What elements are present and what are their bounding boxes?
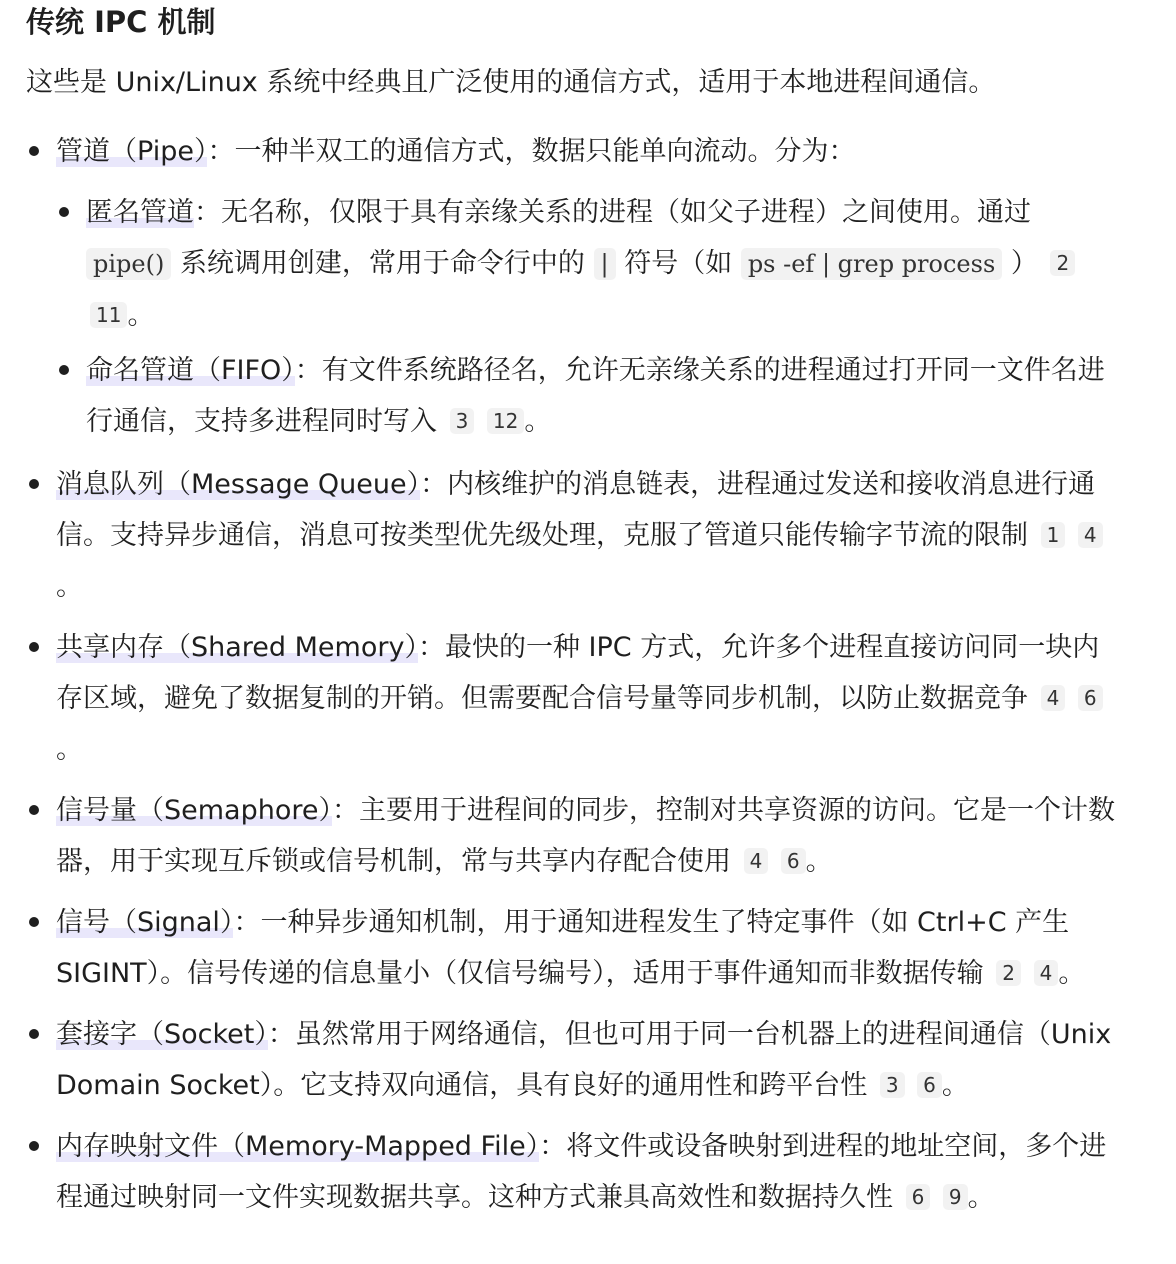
desc-pipe: ：一种半双工的通信方式，数据只能单向流动。分为： xyxy=(207,136,856,167)
citation-link[interactable]: 3 xyxy=(450,408,475,434)
sentence-end: 。 xyxy=(56,734,83,765)
list-item-shared-memory xyxy=(26,622,1116,775)
desc-signal: ：一种异步通知机制，用于通知进程发生了特定事件（如 Ctrl+C 产生 SIGINT）。信号传递的信息量小（仅信号编号），适用于事件通知而非数据传输 xyxy=(56,907,1070,989)
sentence-end: 。 xyxy=(127,300,155,331)
citation-link[interactable]: 11 xyxy=(90,302,127,328)
list-item-pipe xyxy=(26,126,1116,447)
code-pipe-example: ps -ef | grep process xyxy=(741,248,1002,280)
citation-link[interactable]: 2 xyxy=(1050,250,1075,276)
term-shared-memory: 共享内存（Shared Memory） xyxy=(56,632,418,663)
sentence-end: 。 xyxy=(524,406,552,437)
citation-link[interactable]: 12 xyxy=(487,408,524,434)
desc-semaphore: ：主要用于进程间的同步，控制对共享资源的访问。它是一个计数器，用于实现互斥锁或信号机制，常与共享内存配合使用 xyxy=(56,795,1115,877)
desc-memory-mapped-file: ：将文件或设备映射到进程的地址空间，多个进程通过映射同一文件实现数据共享。这种方式兼具高效性和数据持久性 xyxy=(56,1131,1107,1213)
desc-anonymous-pipe-1: ：无名称，仅限于具有亲缘关系的进程（如父子进程）之间使用。通过 xyxy=(194,197,1031,228)
term-message-queue: 消息队列（Message Queue） xyxy=(56,469,421,500)
sentence-end: 。 xyxy=(805,846,833,877)
citation-link[interactable]: 4 xyxy=(744,848,769,874)
term-socket: 套接字（Socket） xyxy=(56,1019,268,1050)
section-heading: 传统 IPC 机制 xyxy=(26,5,216,39)
term-pipe: 管道（Pipe） xyxy=(56,136,208,167)
list-item-semaphore xyxy=(26,785,1116,887)
citation-link[interactable]: 6 xyxy=(906,1184,931,1210)
citation-link[interactable]: 3 xyxy=(880,1072,905,1098)
citation-link[interactable]: 4 xyxy=(1034,960,1059,986)
term-semaphore: 信号量（Semaphore） xyxy=(56,795,332,826)
list-item-signal xyxy=(26,897,1116,999)
term-named-pipe: 命名管道（FIFO） xyxy=(86,355,295,386)
list-item-memory-mapped-file xyxy=(26,1121,1116,1223)
list-item-socket xyxy=(26,1009,1116,1111)
ipc-list xyxy=(26,126,1116,1223)
desc-message-queue: ：内核维护的消息链表，进程通过发送和接收消息进行通信。支持异步通信，消息可按类型优先级处理，克服了管道只能传输字节流的限制 xyxy=(56,469,1096,551)
list-item-anonymous-pipe xyxy=(56,187,1116,341)
desc-shared-memory: ：最快的一种 IPC 方式，允许多个进程直接访问同一块内存区域，避免了数据复制的开销。但需要配合信号量等同步机制，以防止数据竞争 xyxy=(56,632,1100,714)
sentence-end: 。 xyxy=(967,1182,995,1213)
sentence-end: 。 xyxy=(941,1070,969,1101)
citation-link[interactable]: 6 xyxy=(917,1072,942,1098)
citation-link[interactable]: 2 xyxy=(996,960,1021,986)
desc-anonymous-pipe-2: 系统调用创建，常用于命令行中的 xyxy=(179,248,585,279)
citation-link[interactable]: 4 xyxy=(1041,685,1066,711)
citation-link[interactable]: 6 xyxy=(781,848,806,874)
sentence-end: 。 xyxy=(56,571,83,602)
citation-link[interactable]: 1 xyxy=(1041,522,1066,548)
list-item-named-pipe xyxy=(56,345,1116,447)
desc-socket: ：虽然常用于网络通信，但也可用于同一台机器上的进程间通信（Unix Domain Socket）。它支持双向通信，具有良好的通用性和跨平台性 xyxy=(56,1019,1112,1101)
citation-link[interactable]: 6 xyxy=(1078,685,1103,711)
desc-anonymous-pipe-4: ） xyxy=(1010,248,1038,279)
term-signal: 信号（Signal） xyxy=(56,907,234,938)
sentence-end: 。 xyxy=(1058,958,1086,989)
pipe-sublist xyxy=(56,187,1116,447)
list-item-message-queue xyxy=(26,459,1116,612)
code-pipe-call: pipe() xyxy=(86,248,171,280)
intro-paragraph: 这些是 Unix/Linux 系统中经典且广泛使用的通信方式，适用于本地进程间通信。 xyxy=(26,67,996,98)
code-pipe-symbol: | xyxy=(594,248,616,280)
citation-link[interactable]: 9 xyxy=(943,1184,968,1210)
term-anonymous-pipe: 匿名管道 xyxy=(86,197,194,228)
desc-named-pipe: ：有文件系统路径名，允许无亲缘关系的进程通过打开同一文件名进行通信，支持多进程同时写入 xyxy=(86,355,1105,437)
term-memory-mapped-file: 内存映射文件（Memory-Mapped File） xyxy=(56,1131,540,1162)
citation-link[interactable]: 4 xyxy=(1078,522,1103,548)
desc-anonymous-pipe-3: 符号（如 xyxy=(624,248,733,279)
